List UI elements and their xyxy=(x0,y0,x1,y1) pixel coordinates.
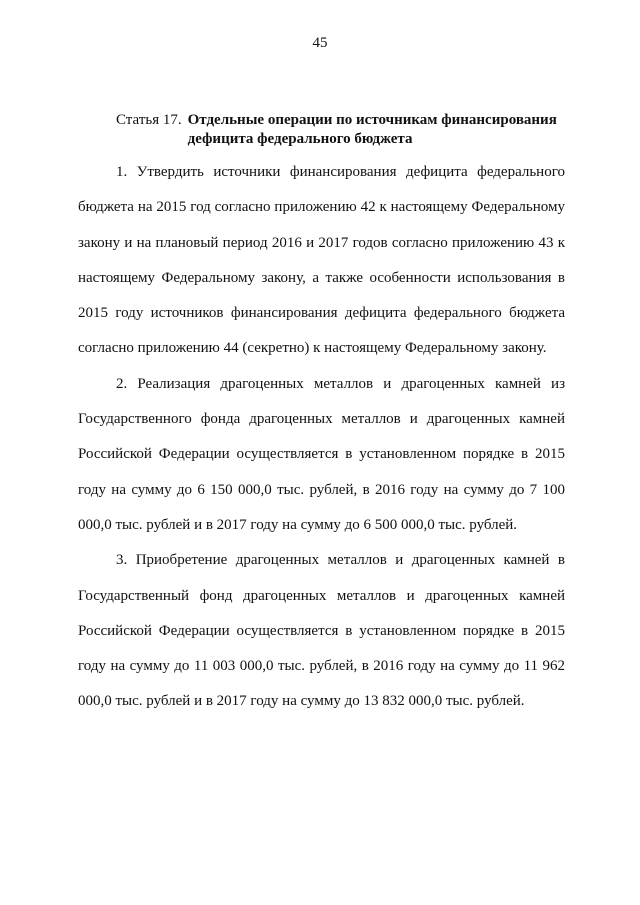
article-body xyxy=(78,155,565,720)
paragraph-3: 3. Приобретение драгоценных металлов и драгоценных камней в Государственный фонд драгоценных металлов и драгоценных камней Российской Федерации осуществляется в установленном порядке в 2015 году на сумму до 11 003 000,0 тыс. рублей, в 2016 году на сумму до 11 962 000,0 тыс. рублей и в 2017 году на сумму до 13 832 000,0 тыс. рублей. xyxy=(78,552,565,710)
paragraph-2: 2. Реализация драгоценных металлов и драгоценных камней из Государственного фонда драгоценных металлов и драгоценных камней Российской Федерации осуществляется в установленном порядке в 2015 году на сумму до 6 150 000,0 тыс. рублей, в 2016 году на сумму до 7 100 000,0 тыс. рублей и в 2017 году на сумму до 6 500 000,0 тыс. рублей. xyxy=(78,375,565,533)
paragraph-1: 1. Утвердить источники финансирования дефицита федерального бюджета на 2015 год согласно приложению 42 к настоящему Федеральному закону и на плановый период 2016 и 2017 годов согласно приложению 43 к настоящему Федеральному закону, а также особенности использования в 2015 году источников финансирования дефицита федерального бюджета согласно приложению 44 (секретно) к настоящему Федеральному закону. xyxy=(78,164,565,357)
article-title: Отдельные операции по источникам финансирования дефицита федерального бюджета xyxy=(187,112,557,147)
article-label: Статья 17. xyxy=(116,112,182,128)
page-number: 45 xyxy=(312,35,328,51)
article-heading xyxy=(116,111,576,149)
